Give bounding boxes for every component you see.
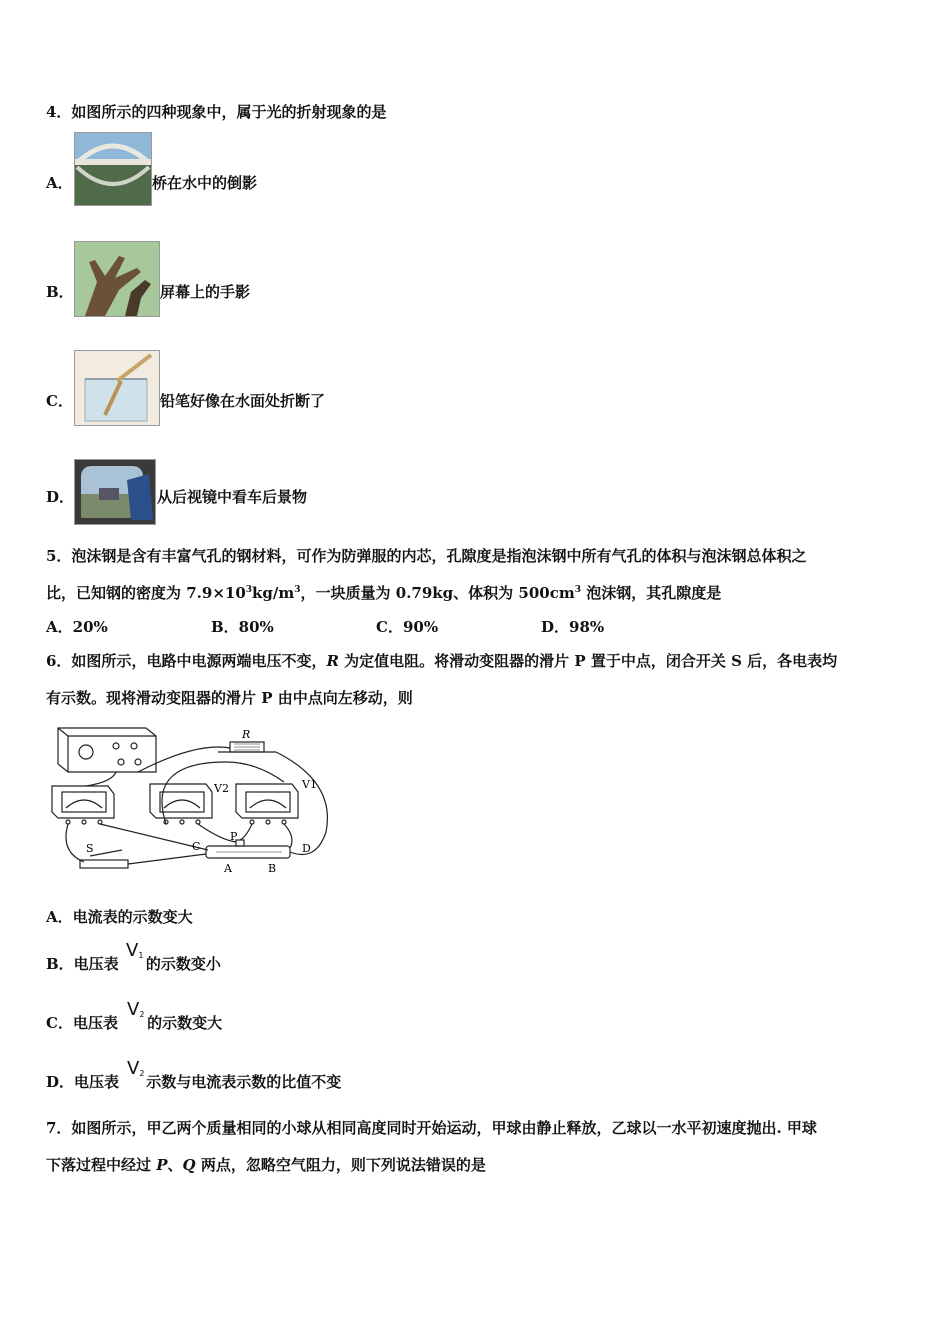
q6-option-d-suffix: 示数与电流表示数的比值不变: [146, 1073, 342, 1091]
q5-text-part: 比，已知钢的密度为 7.9×10: [46, 584, 246, 602]
exponent: 3: [245, 585, 253, 595]
q6-option-b-prefix: B．电压表: [46, 955, 124, 973]
q6-stem-line1: [46, 651, 837, 671]
q5-option-a: A．20%: [46, 618, 108, 636]
q6-stem-line2: 有示数。现将滑动变阻器的滑片 P 由中点向左移动，则: [46, 689, 413, 707]
voltmeter-v2-symbol: [127, 999, 144, 1020]
q7-text-part: 、: [167, 1156, 183, 1174]
option-letter: B．: [46, 283, 74, 301]
q5-text-part: 泡沫钢，其孔隙度是: [580, 584, 722, 602]
circuit-diagram: [46, 722, 336, 878]
bridge-reflection-image: [74, 132, 152, 206]
q5-option-c: C．90%: [376, 618, 439, 636]
exponent: 3: [294, 585, 301, 595]
q7-text-part: 下落过程中经过: [46, 1156, 157, 1174]
option-letter: A．: [46, 174, 73, 192]
q5-stem-line2: [46, 583, 721, 603]
q5-stem-line1: 5．泡沫钢是含有丰富气孔的钢材料，可作为防弹服的内芯，孔隙度是指泡沫钢中所有气孔的体积与泡沫钢总体积之: [46, 547, 807, 565]
hand-shadow-image: [74, 241, 160, 317]
label-P: P: [230, 830, 238, 843]
q4-option-a: [46, 173, 73, 193]
label-C: C: [192, 840, 201, 853]
q5-option-d: D．98%: [541, 618, 605, 636]
label-R: R: [242, 728, 251, 741]
q4-option-c: [46, 391, 73, 411]
label-A: A: [224, 862, 232, 875]
q7-text-part: 两点，忽略空气阻力，则下列说法错误的是: [195, 1156, 486, 1174]
point-q: Q: [182, 1156, 196, 1174]
q4-option-b-text: 屏幕上的手影: [160, 283, 251, 301]
q5-option-b: B．80%: [211, 618, 274, 636]
label-B: B: [268, 862, 277, 875]
voltmeter-v2-symbol: [127, 1058, 144, 1079]
q6-option-c-prefix: C．电压表: [46, 1014, 124, 1032]
v-letter: V: [127, 1058, 140, 1079]
q6-text-part: 6．如图所示，电路中电源两端电压不变，: [46, 652, 327, 670]
q6-option-b-suffix: 的示数变小: [145, 955, 221, 973]
v-letter: V: [127, 999, 140, 1020]
q5-text-part: ，一块质量为 0.79kg、体积为 500cm: [300, 584, 575, 602]
rearview-mirror-image: [74, 459, 156, 525]
q7-stem-line2: [46, 1155, 486, 1175]
v-subscript: 2: [139, 1069, 145, 1078]
q4-option-a-text: 桥在水中的倒影: [152, 174, 258, 192]
q6-option-d: [46, 1072, 341, 1092]
q7-stem-line1: 7．如图所示，甲乙两个质量相同的小球从相同高度同时开始运动，甲球由静止释放，乙球以一水平初速度抛出. 甲球: [46, 1119, 817, 1137]
q4-option-d-text: 从后视镜中看车后景物: [157, 488, 308, 506]
label-V2: V2: [214, 782, 229, 795]
resistor-symbol-text: R: [326, 652, 339, 670]
v-letter: V: [126, 940, 139, 961]
option-letter: C．: [46, 392, 73, 410]
q6-option-d-prefix: D．电压表: [46, 1073, 125, 1091]
voltmeter-v1-symbol: [126, 940, 143, 961]
q4-option-c-text: 铅笔好像在水面处折断了: [160, 392, 326, 410]
option-letter: D．: [46, 488, 75, 506]
q5-text-part: kg/m: [252, 584, 295, 602]
label-S: S: [86, 842, 94, 855]
q4-option-b: [46, 282, 74, 302]
v-subscript: 2: [139, 1010, 145, 1019]
point-p: P: [156, 1156, 168, 1174]
pencil-in-water-image: [74, 350, 160, 426]
q6-text-part: 为定值电阻。将滑动变阻器的滑片 P 置于中点，闭合开关 S 后，各电表均: [338, 652, 838, 670]
label-V1: V1: [302, 778, 317, 791]
v-subscript: 1: [138, 951, 144, 960]
q6-option-a: A．电流表的示数变大: [46, 908, 193, 926]
q6-option-c-suffix: 的示数变大: [147, 1014, 223, 1032]
exponent: 3: [574, 585, 581, 595]
q4-option-d: [46, 487, 74, 507]
label-D: D: [302, 842, 311, 855]
q4-stem: 4．如图所示的四种现象中，属于光的折射现象的是: [46, 103, 387, 121]
